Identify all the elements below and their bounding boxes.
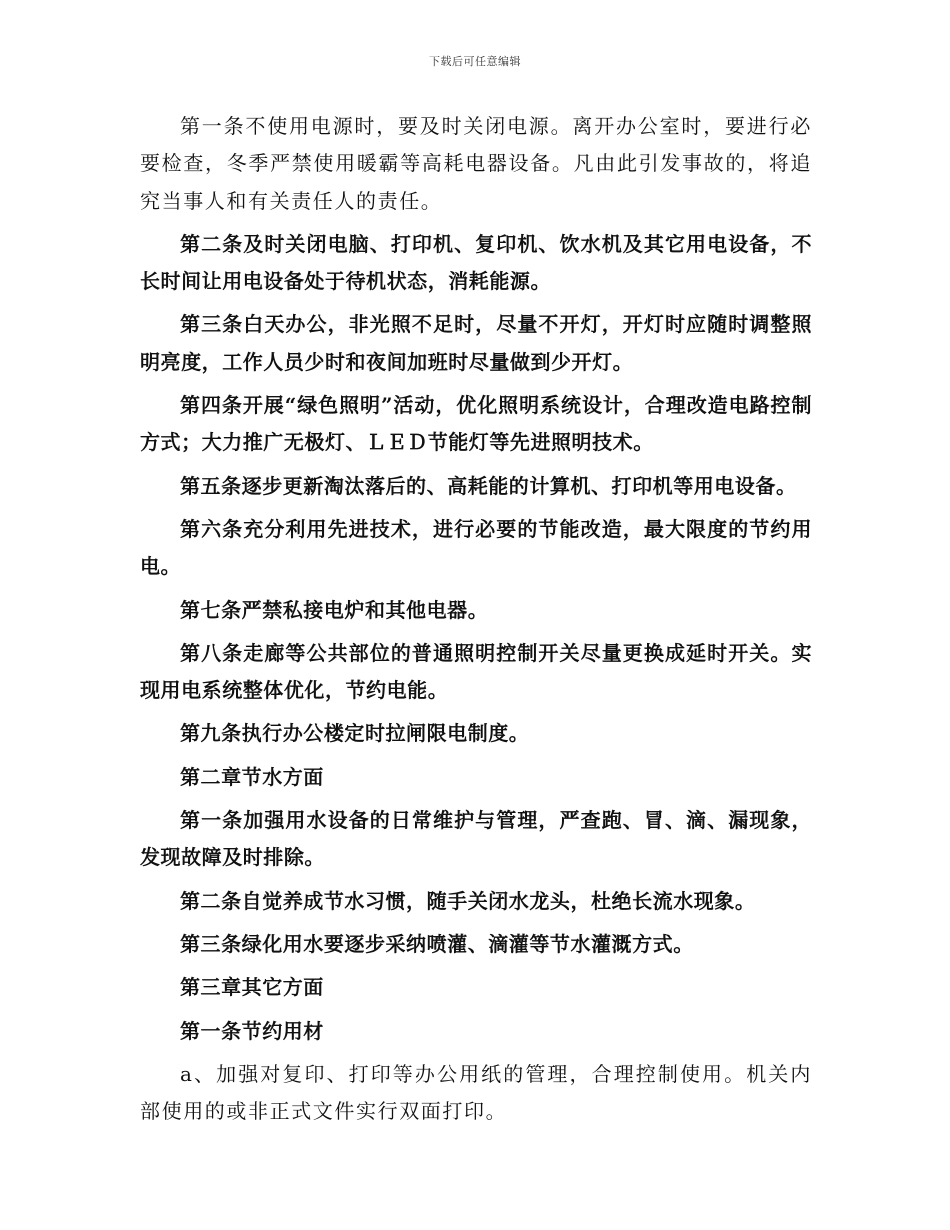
chapter-heading: 第三章其它方面 (180, 975, 324, 1000)
paragraph: 第七条严禁私接电炉和其他电器。 (180, 597, 489, 622)
paragraph: 第三条绿化用水要逐步采纳喷灌、滴灌等节水灌溉方式。 (180, 931, 694, 956)
paragraph: 第二条及时关闭电脑、打印机、复印机、饮水机及其它用电设备，不长时间让用电设备处于待机状态，消耗能源。 (140, 231, 812, 294)
document-body (140, 108, 812, 1136)
paragraph: a、加强对复印、打印等办公用纸的管理，合理控制使用。机关内部使用的或非正式文件实行双面打印。 (140, 1061, 812, 1124)
paragraph: 第一条不使用电源时，要及时关闭电源。离开办公室时，要进行必要检查，冬季严禁使用暖霸等高耗电器设备。凡由此引发事故的，将追究当事人和有关责任人的责任。 (140, 114, 812, 213)
paragraph: 第九条执行办公楼定时拉闸限电制度。 (180, 721, 530, 746)
page-header: 下载后可任意编辑 (429, 55, 521, 68)
paragraph: 第三条白天办公，非光照不足时，尽量不开灯，开灯时应随时调整照明亮度，工作人员少时和夜间加班时尽量做到少开灯。 (140, 312, 812, 374)
paragraph: 第一条节约用材 (180, 1018, 324, 1043)
chapter-heading: 第二章节水方面 (180, 764, 324, 789)
paragraph: 第八条走廊等公共部位的普通照明控制开关尽量更换成延时开关。实现用电系统整体优化，节约电能。 (140, 640, 812, 703)
paragraph: 第一条加强用水设备的日常维护与管理，严查跑、冒、滴、漏现象，发现故障及时排除。 (140, 808, 812, 870)
paragraph: 第六条充分利用先进技术，进行必要的节能改造，最大限度的节约用电。 (140, 516, 812, 579)
paragraph: 第四条开展“绿色照明”活动，优化照明系统设计，合理改造电路控制方式；大力推广无极灯、ＬＥＤ节能灯等先进照明技术。 (140, 393, 812, 455)
paragraph: 第二条自觉养成节水习惯，随手关闭水龙头，杜绝长流水现象。 (180, 888, 756, 913)
paragraph: 第五条逐步更新淘汰落后的、高耗能的计算机、打印机等用电设备。 (180, 473, 797, 498)
